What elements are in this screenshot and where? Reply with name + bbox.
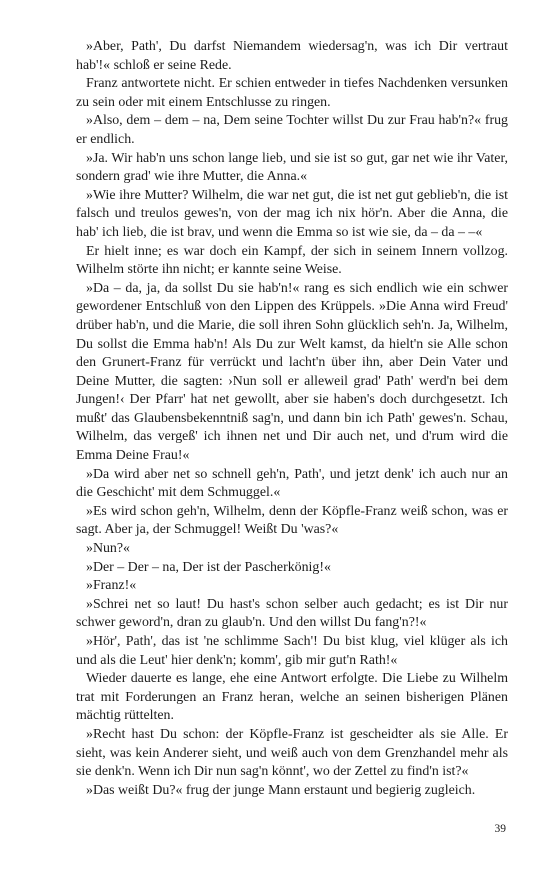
paragraph: »Da wird aber net so schnell geh'n, Path', und jetzt denk' ich auch nur an die Geschicht' mit dem Schmuggel.« <box>76 466 508 501</box>
paragraph: »Nun?« <box>86 541 130 557</box>
paragraph: »Da – da, ja, da sollst Du sie hab'n!« rang es sich endlich wie ein schwer gewordener Entschluß von den Lippen des Krüppels. »Die Anna wird Freud' drüber hab'n, und die Marie, die soll ihren Sohn glücklich seh'n. Ja, Wilhelm, Du sollst die Emma hab'n! Als Du zur Welt kamst, da hielt'n sie Alle schon den Grunert-Franz für verrückt und lacht'n über ihn, aber Dein Vater und Deine Mutter, die sagten: ›Nun soll er alleweil grad' Path' werd'n bei dem Jungen!‹ Der Pfarr' hat net gewollt, aber sie haben's doch durchgesetzt. Ich mußt' das Glaubensbekenntniß sag'n, und dann bin ich Path' gewes'n. Schau, Wilhelm, das vergeß' ich ihnen net und Dir auch net, und d'rum wird die Emma Deine Frau!« <box>76 280 508 464</box>
paragraph: »Recht hast Du schon: der Köpfle-Franz ist gescheidter als sie Alle. Er sieht, was kein Anderer sieht, und weiß auch von dem Grenzhandel mehr als sie denk'n. Wenn ich Dir nun sag'n könnt', wo der Zettel zu find'n ist?« <box>76 726 508 780</box>
paragraph: »Aber, Path', Du darfst Niemandem wiedersag'n, was ich Dir vertraut hab'!« schloß er seine Rede. <box>76 39 508 73</box>
paragraph: »Es wird schon geh'n, Wilhelm, denn der Köpfle-Franz weiß schon, was er sagt. Aber ja, der Schmuggel! Weißt Du 'was?« <box>76 503 508 538</box>
paragraph: Wieder dauerte es lange, ehe eine Antwort erfolgte. Die Liebe zu Wilhelm trat mit Forderungen an Franz heran, welche an seinen bisherigen Plänen mächtig rüttelten. <box>76 671 508 724</box>
body-text <box>76 38 508 800</box>
paragraph: »Wie ihre Mutter? Wilhelm, die war net gut, die ist net gut geblieb'n, die ist falsch und treulos gewes'n, von der mag ich nix hör'n. Aber die Anna, die hab' ich lieb, die ist brav, und wenn die Emma so ist wie sie, da – da – –« <box>76 187 508 240</box>
paragraph: »Schrei net so laut! Du hast's schon selber auch gedacht; es ist Dir nur schwer geword'n, dran zu glaub'n. Und den willst Du fang'n?!« <box>76 596 508 631</box>
paragraph: »Franz!« <box>86 578 137 594</box>
paragraph: »Der – Der – na, Der ist der Pascherkönig!« <box>86 559 331 575</box>
paragraph: Er hielt inne; es war doch ein Kampf, der sich in seinem Innern vollzog. Wilhelm störte ihn nicht; er kannte seine Weise. <box>76 243 508 278</box>
paragraph: Franz antwortete nicht. Er schien entweder in tiefes Nachdenken versunken zu sein oder mit einem Entschlusse zu ringen. <box>76 76 508 110</box>
paragraph: »Also, dem – dem – na, Dem seine Tochter willst Du zur Frau hab'n?« frug er endlich. <box>76 113 508 147</box>
page-number: 39 <box>494 823 506 835</box>
paragraph: »Ja. Wir hab'n uns schon lange lieb, und sie ist so gut, gar net wie ihr Vater, sondern grad' wie ihre Mutter, die Anna.« <box>76 150 508 185</box>
paragraph: »Das weißt Du?« frug der junge Mann erstaunt und begierig zugleich. <box>86 782 476 798</box>
paragraph: »Hör', Path', das ist 'ne schlimme Sach'! Du bist klug, viel klüger als ich und als die Leut' hier denk'n; komm', gib mir gut'n Rath!« <box>76 634 508 668</box>
